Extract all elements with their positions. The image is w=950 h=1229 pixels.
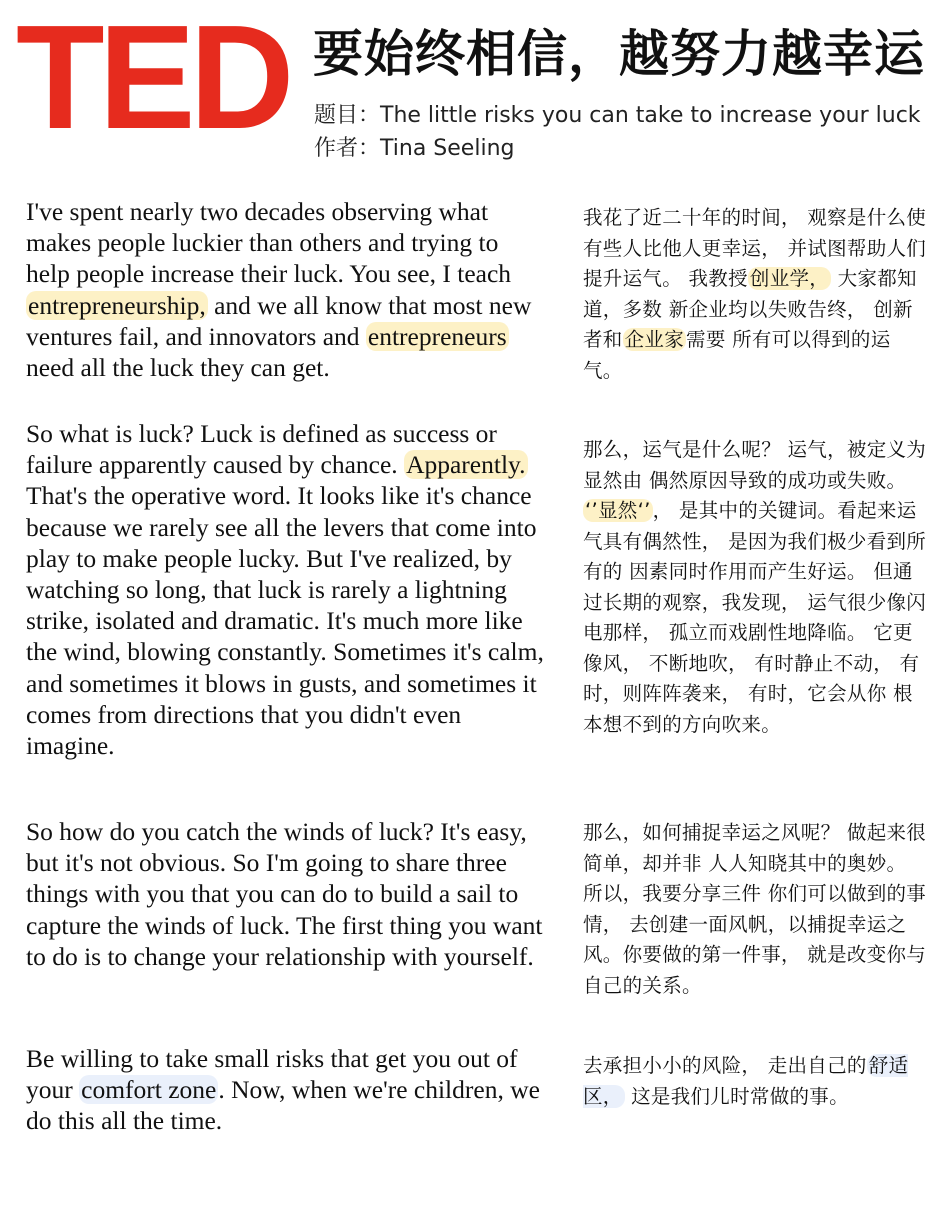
highlight-comfort-zone: comfort zone bbox=[81, 1075, 217, 1105]
paragraph-en-4 bbox=[26, 1043, 546, 1137]
text-run: 我花了近二十年的时间， 观察是什么使有些人比他人更幸运， 并试图帮助人们提升运气。 我教授 bbox=[583, 206, 927, 290]
paragraph-en-3 bbox=[26, 816, 546, 972]
paragraph-zh-4 bbox=[583, 1051, 928, 1112]
text-run: 那么，如何捕捉幸运之风呢？ 做起来很简单，却并非 人人知晓其中的奥妙。 所以，我要分享三件 你们可以做到的事情， 去创建一面风帆，以捕捉幸运之风。你要做的第一件事， 就是改变你与自己的关系。 bbox=[583, 821, 927, 997]
text-run: ， 是其中的关键词。看起来运气具有偶然性， 是因为我们极少看到所有的 因素同时作用而产生好运。 但通过长期的观察，我发现， 运气很少像闪电那样， 孤立而戏剧性地降临。 它更像风， 不断地吹， 有时静止不动， 有时，则阵阵袭来， 有时，它会从你 根本想不到的方向吹来。 bbox=[583, 499, 927, 736]
topic-line bbox=[314, 98, 944, 129]
text-run: 那么，运气是什么呢？ 运气，被定义为显然由 偶然原因导致的成功或失败。 bbox=[583, 438, 927, 492]
topic-label: 题目： bbox=[314, 103, 381, 128]
paragraph-zh-3 bbox=[583, 818, 928, 1001]
highlight-entrepreneurs: entrepreneurs bbox=[367, 321, 507, 351]
paragraph-en-2 bbox=[26, 418, 546, 761]
author-label: 作者： bbox=[314, 136, 381, 161]
paragraph-zh-2 bbox=[583, 435, 928, 740]
highlight-shushiqu: 舒适区， bbox=[583, 1054, 909, 1108]
text-run: So what is luck? Luck is defined as success or failure apparently caused by chance. bbox=[26, 419, 497, 480]
paragraph-zh-1 bbox=[583, 203, 928, 386]
text-run: 这是我们儿时常做的事。 bbox=[624, 1084, 849, 1108]
text-run: Be willing to take small risks that get you out of your bbox=[26, 1044, 518, 1105]
author-line bbox=[314, 131, 944, 162]
text-run: 去承担小小的风险， 走出自己的 bbox=[583, 1054, 867, 1077]
highlight-xianran: ‘’显然‘’ bbox=[585, 499, 651, 522]
text-run: . Now, when we're children, we do this all the time. bbox=[26, 1075, 540, 1136]
highlight-chuangyexue: 创业学， bbox=[749, 267, 830, 290]
paragraph-en-1 bbox=[26, 196, 546, 383]
highlight-qiyejia: 企业家 bbox=[624, 328, 685, 351]
header bbox=[0, 0, 950, 175]
text-run: That's the operative word. It looks like it's chance because we rarely see all the levers that come into play to make people lucky. But I've realized, by watching so long, that luck is rarely a lightning strike, isolated and dramatic. It's much more like the wind, blowing constantly. Sometimes it's calm, and sometimes it blows in gusts, and sometimes it comes from directions that you didn't even imagine. bbox=[26, 481, 544, 761]
page-title: 要始终相信，越努力越幸运 bbox=[313, 25, 925, 83]
highlight-apparently: Apparently. bbox=[406, 450, 526, 480]
author-value: Tina Seeling bbox=[380, 136, 515, 161]
text-run: So how do you catch the winds of luck? It's easy, but it's not obvious. So I'm going to share three things with you that you can do to build a sail to capture the winds of luck. The first thing you want to do is to change your relationship with yourself. bbox=[26, 817, 543, 971]
text-run: and we all know that most new ventures fail, and innovators and bbox=[26, 290, 532, 351]
topic-value: The little risks you can take to increase your luck bbox=[380, 103, 921, 128]
text-run: I've spent nearly two decades observing what makes people luckier than others and trying to help people increase their luck. You see, I teach bbox=[26, 197, 512, 289]
ted-logo: TED bbox=[16, 0, 289, 160]
text-run: 大家都知道，多数 新企业均以失败告终， 创新者和 bbox=[583, 267, 917, 351]
text-run: 需要 所有可以得到的运气。 bbox=[583, 328, 891, 382]
highlight-entrepreneurship: entrepreneurship, bbox=[28, 290, 206, 320]
text-run: need all the luck they can get. bbox=[26, 353, 330, 383]
